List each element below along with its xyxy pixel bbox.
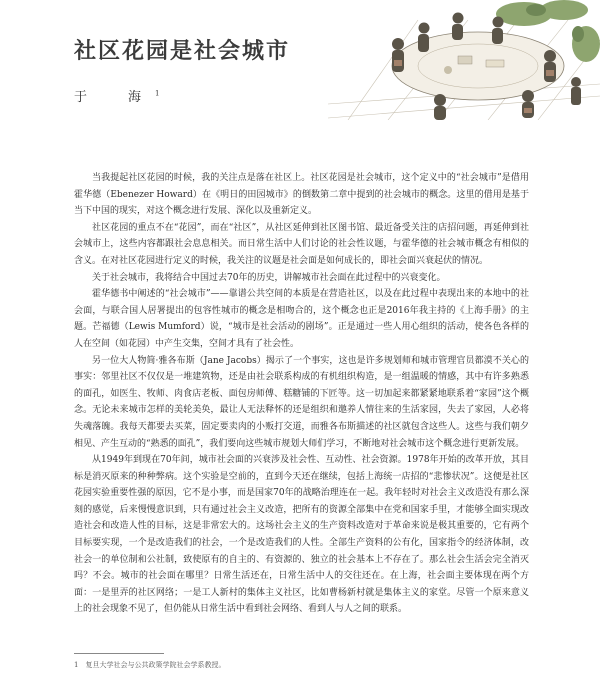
footnote: 1 复旦大学社会与公共政策学院社会学系教授。 xyxy=(74,661,226,669)
author-text: 于 海 xyxy=(74,90,156,105)
paragraph: 霍华德书中阐述的“社会城市”——靠谱公共空间的本质是在营造社区，以及在此过程中表现出来的本地中的社会面，与联合国人居署提出的包容性城市的概念是相吻合的，这个概念也正是2016年我主持的《上海手册》的主题。芒福德（Lewis Mumford）说，“城市是社会活动的剧场”。正是通过一些人用心组织的活动，使各色各样的人在空间（如花园）中产生交集，空间才具有了社会性。 xyxy=(74,289,529,349)
paragraph: 另一位大人物简·雅各布斯（Jane Jacobs）揭示了一个事实，这也是许多规划师和城市管理官员都漠不关心的事实：邻里社区不仅仅是一堆建筑物，还是由社会联系构成的有机组织构造，是一组温暖的情感，其中有许多熟悉的面孔，如医生、牧师、肉食店老板、面包房师傅、糕糖铺的下匠等。这一切加起来都紧紧地联系着“家园”这个概念。无论未来城市怎样的美轮美奂，最让人无法释怀的还是组织和邀养人情往来的生活家园，失去了家园，人必将失魂落魄。我每天都要去买菜，固定要卖肉的小贩打交道，而雅各布斯描述的社区就包含这些人。这些与我们朝夕相见、产生互动的“熟悉的面孔”，我们要向这些城市规划大师们学习，不断地对社会城市这个概念进行更新发展。 xyxy=(74,355,529,449)
paragraph: 关于社会城市，我将结合中国过去70年的历史，讲解城市社会面在此过程中的兴衰变化。 xyxy=(92,272,446,283)
article-body xyxy=(74,170,529,618)
paragraph: 从1949年到现在70年间，城市社会面的兴衰涉及社会性、互动性、社会资源。1978年开始的改革开放，其目标是消灭原来的种种弊病。这个实验是空前的，直到今天还在继续，包括上海统一店招的“悲惨状况”。这便是社区花园实验重要性强的原因，它不是小事，而是国家70年的战略治理连在一起。我年轻时对社会主义改造没有那么深刻的感觉，后来慢慢意识到，只有通过社会主义改造，把所有的资源全部集中在党和国家手里，才能够全面实现改造社会和改造人性的目标，这是非常宏大的。这场社会主义的生产资料改造对于革命来说是极其重要的，它有两个目标要实现，一个是改造我们的社会，一个是改造我们的人性。全部生产资料的公有化，国家指令的经济体制，改社会一的单位制和公社制，致使原有的自主的、有资源的、独立的社会基本上不存在了。那么社会生活会完全消灭吗？不会。城市的社会面在哪里？日常生活还在，日常生活中人的交往还在。在上海，社会面主要体现在两个方面：一是里弄的社区网络；一是工人新村的集体主义社区，比如曹杨新村就是集体主义的家堂。尽管一个原来意义上的社会现象不见了，但仍能从日常生活中看到社会网络、看到人与人之间的联系。 xyxy=(74,455,529,615)
paragraph: 社区花园的重点不在“花园”，而在“社区”，从社区延伸到社区图书馆、最近备受关注的店招问题，再延伸到社会城市上，这些内容都跟社会息息相关。而日常生活中人们讨论的社会性议题，与霍华德的社会城市概念有相似的含义。在对社区花园进行定义的时候，我关注的议题是社会面是如何成长的，即社会面兴衰起伏的情况。 xyxy=(74,222,529,266)
author-name xyxy=(74,86,159,105)
article-title: 社区花园是社会城市 xyxy=(74,39,291,64)
community-gathering-sketch-icon xyxy=(328,0,600,120)
footnote-divider xyxy=(74,653,164,654)
footnote-marker: 1 xyxy=(155,89,160,98)
paragraph: 当我提起社区花园的时候，我的关注点是落在社区上。社区花园是社会城市，这个定义中的“社会城市”是借用霍华德（Ebenezer Howard）在《明日的田园城市》的倒数第二章中提到的社会城市的概念。这里的借用是基于当下中国的现实，对这个概念进行发展、深化以及重新定义。 xyxy=(74,173,529,217)
